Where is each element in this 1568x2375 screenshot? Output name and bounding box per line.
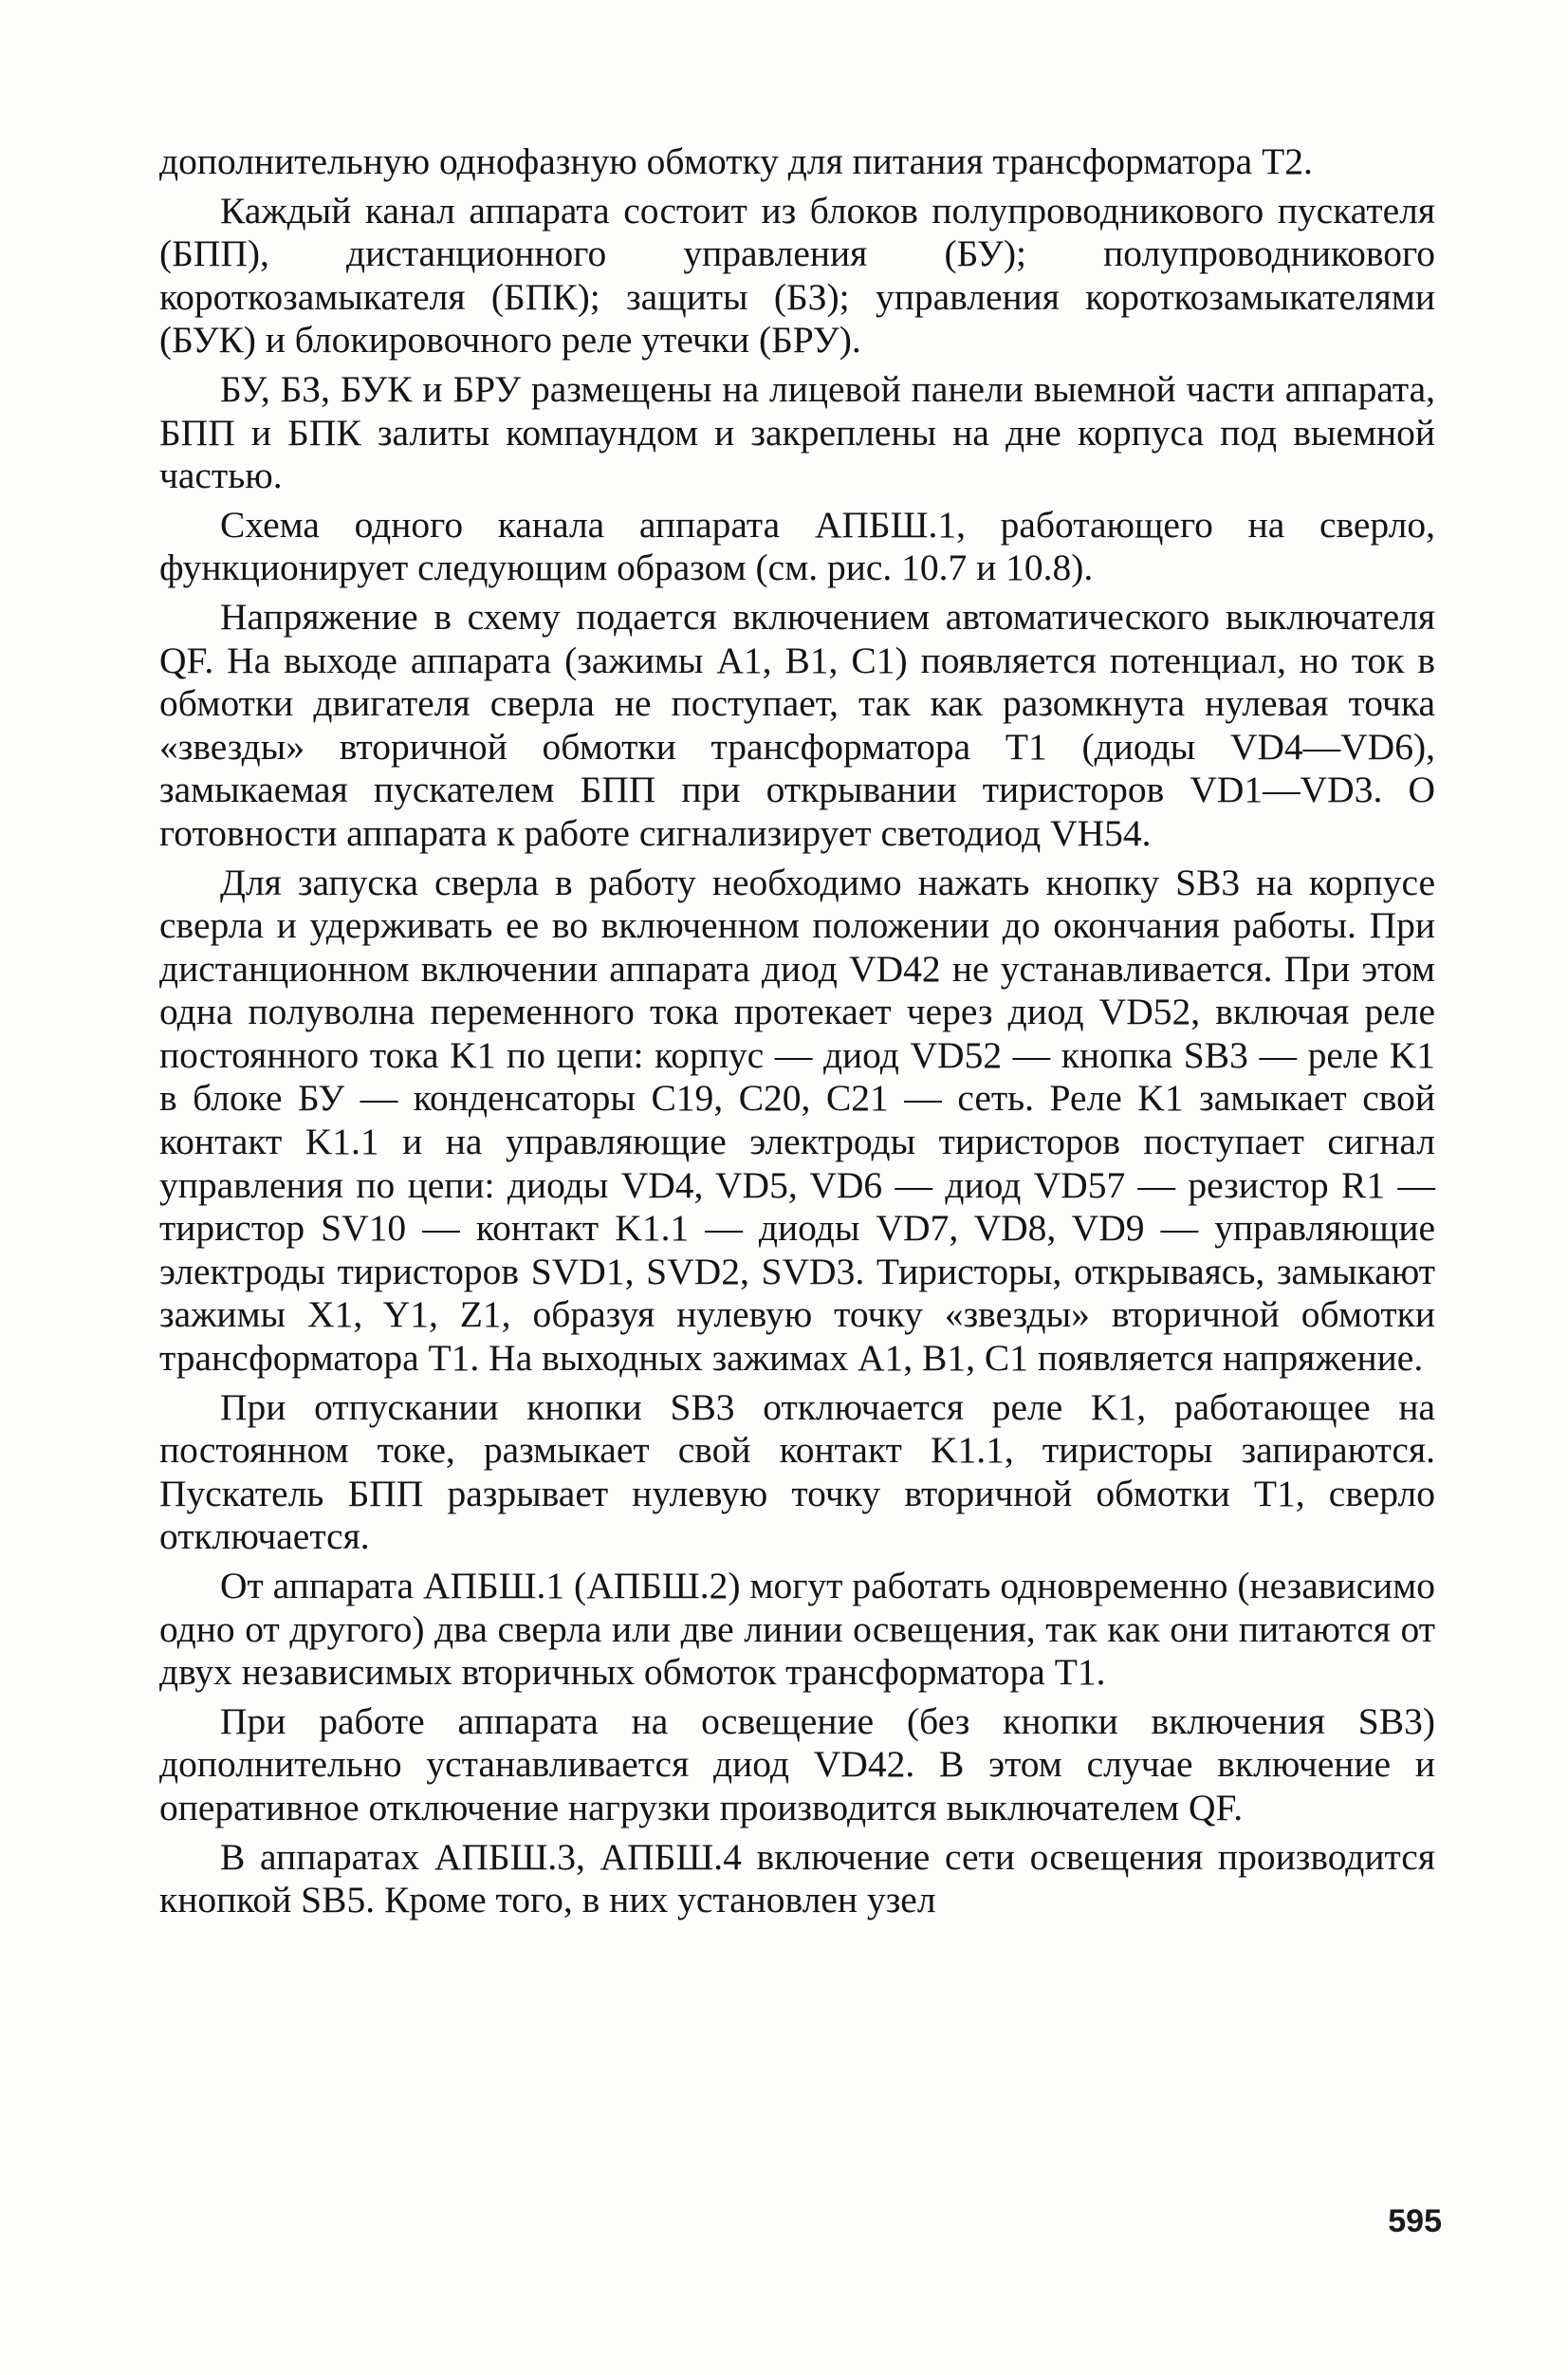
paragraph-4: Схема одного канала аппарата АПБШ.1, работающего на сверло, функционирует следующим образом (см. рис. 10.7 и 10.8). (159, 503, 1435, 589)
paragraph-2: Каждый канал аппарата состоит из блоков полупроводникового пускателя (БПП), дистанционного управления (БУ); полупроводникового короткозамыкателя (БПК); защиты (БЗ); управления короткозамыкателями (БУК) и блокировочного реле утечки (БРУ). (159, 189, 1435, 362)
paragraph-5: Напряжение в схему подается включением автоматического выключателя QF. На выходе аппарата (зажимы A1, B1, C1) появляется потенциал, но ток в обмотки двигателя сверла не поступает, так как разомкнута нулевая точка «звезды» вторичной обмотки трансформатора T1 (диоды VD4—VD6), замыкаемая пускателем БПП при открывании тиристоров VD1—VD3. О готовности аппарата к работе сигнализирует светодиод VH54. (159, 595, 1435, 854)
paragraph-9: При работе аппарата на освещение (без кнопки включения SB3) дополнительно устанавливается диод VD42. В этом случае включение и оперативное отключение нагрузки производится выключателем QF. (159, 1699, 1435, 1828)
paragraph-8: От аппарата АПБШ.1 (АПБШ.2) могут работать одновременно (независимо одно от другого) два сверла или две линии освещения, так как они питаются от двух независимых вторичных обмоток трансформатора T1. (159, 1565, 1435, 1694)
page-number: 595 (1388, 2203, 1442, 2239)
paragraph-3: БУ, БЗ, БУК и БРУ размещены на лицевой панели выемной части аппарата, БПП и БПК залиты компаундом и закреплены на дне корпуса под выемной частью. (159, 367, 1435, 497)
paragraph-1: дополнительную однофазную обмотку для питания трансформатора T2. (159, 140, 1313, 182)
body-text (159, 140, 1435, 1928)
paragraph-7: При отпускании кнопки SB3 отключается реле K1, работающее на постоянном токе, размыкает свой контакт K1.1, тиристоры запираются. Пускатель БПП разрывает нулевую точку вторичной обмотки T1, сверло отключается. (159, 1385, 1435, 1558)
paragraph-10: В аппаратах АПБШ.3, АПБШ.4 включение сети освещения производится кнопкой SB5. Кроме того, в них установлен узел (159, 1835, 1435, 1921)
paragraph-6: Для запуска сверла в работу необходимо нажать кнопку SB3 на корпусе сверла и удерживать ее во включенном положении до окончания работы. При дистанционном включении аппарата диод VD42 не устанавливается. При этом одна полуволна переменного тока протекает через диод VD52, включая реле постоянного тока K1 по цепи: корпус — диод VD52 — кнопка SB3 — реле K1 в блоке БУ — конденсаторы C19, C20, C21 — сеть. Реле K1 замыкает свой контакт K1.1 и на управляющие электроды тиристоров поступает сигнал управления по цепи: диоды VD4, VD5, VD6 — диод VD57 — резистор R1 — тиристор SV10 — контакт K1.1 — диоды VD7, VD8, VD9 — управляющие электроды тиристоров SVD1, SVD2, SVD3. Тиристоры, открываясь, замыкают зажимы X1, Y1, Z1, образуя нулевую точку «звезды» вторичной обмотки трансформатора T1. На выходных зажимах A1, B1, C1 появляется напряжение. (159, 861, 1435, 1380)
